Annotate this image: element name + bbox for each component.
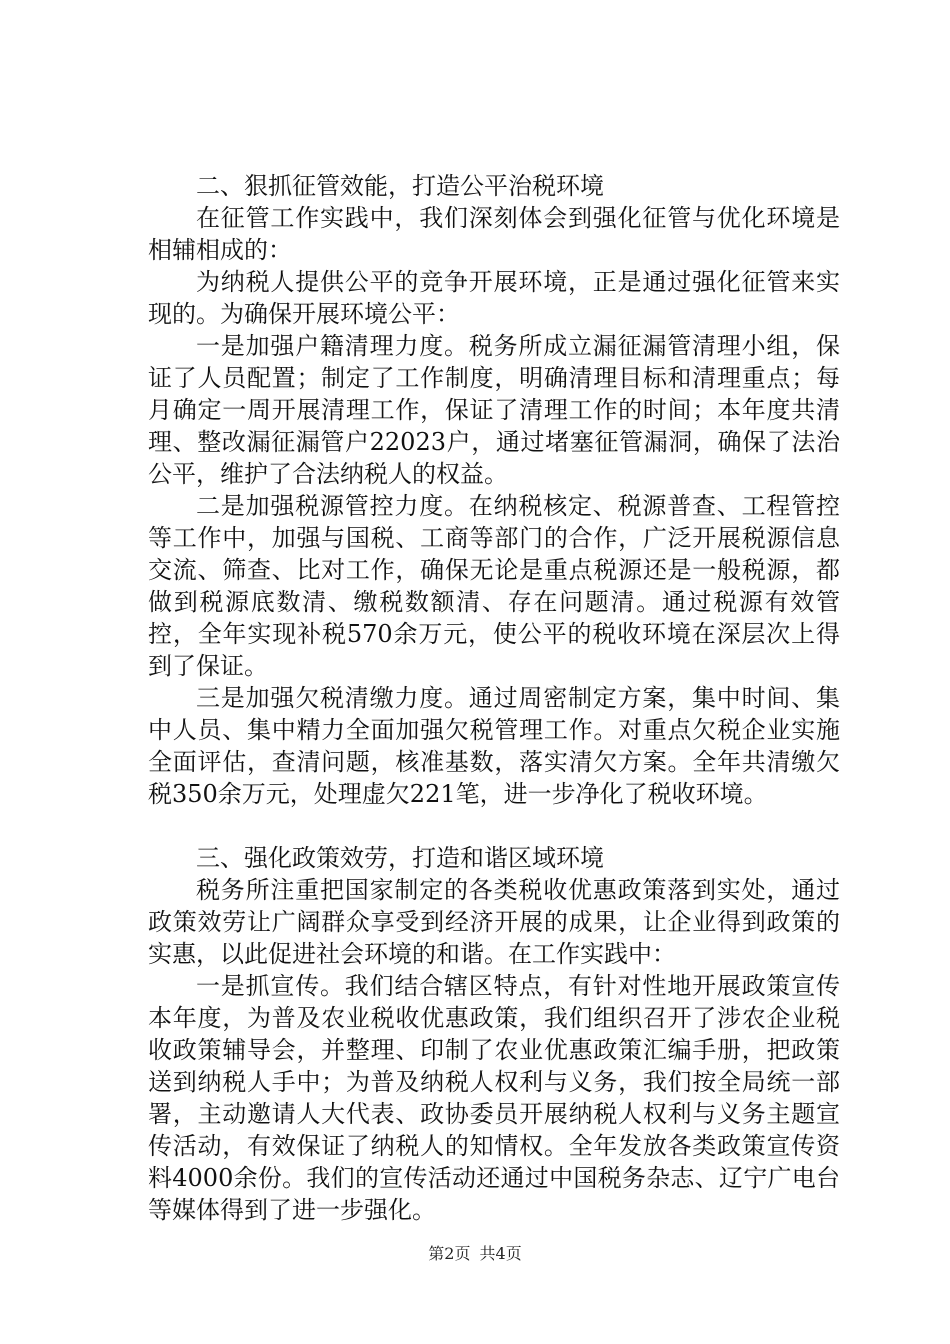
paragraph: 一是抓宣传。我们结合辖区特点，有针对性地开展政策宣传本年度，为普及农业税收优惠政策，我们组织召开了涉农企业税收政策辅导会，并整理、印制了农业优惠政策汇编手册，把政策送到纳税人手中；为普及纳税人权利与义务，我们按全局统一部署，主动邀请人大代表、政协委员开展纳税人权利与义务主题宣传活动，有效保证了纳税人的知情权。全年发放各类政策宣传资料4000余份。我们的宣传活动还通过中国税务杂志、辽宁广电台等媒体得到了进一步强化。 bbox=[148, 972, 840, 1224]
page-total: 共4页 bbox=[479, 1244, 522, 1263]
section-heading-2: 二、狠抓征管效能，打造公平治税环境 bbox=[196, 172, 604, 200]
page-number: 第2页 bbox=[428, 1244, 471, 1263]
document-body bbox=[148, 170, 840, 1226]
paragraph: 在征管工作实践中，我们深刻体会到强化征管与优化环境是相辅相成的： bbox=[148, 204, 840, 264]
paragraph: 一是加强户籍清理力度。税务所成立漏征漏管清理小组，保证了人员配置；制定了工作制度，明确清理目标和清理重点；每月确定一周开展清理工作，保证了清理工作的时间；本年度共清理、整改漏征漏管户22023户，通过堵塞征管漏洞，确保了法治公平，维护了合法纳税人的权益。 bbox=[148, 332, 840, 488]
page-footer bbox=[0, 1244, 950, 1264]
section-heading-3: 三、强化政策效劳，打造和谐区域环境 bbox=[196, 844, 604, 872]
paragraph: 二是加强税源管控力度。在纳税核定、税源普查、工程管控等工作中，加强与国税、工商等部门的合作，广泛开展税源信息交流、筛查、比对工作，确保无论是重点税源还是一般税源，都做到税源底数清、缴税数额清、存在问题清。通过税源有效管控，全年实现补税570余万元，使公平的税收环境在深层次上得到了保证。 bbox=[148, 492, 840, 680]
paragraph: 税务所注重把国家制定的各类税收优惠政策落到实处，通过政策效劳让广阔群众享受到经济开展的成果，让企业得到政策的实惠，以此促进社会环境的和谐。在工作实践中： bbox=[148, 876, 840, 968]
section-gap bbox=[148, 810, 840, 842]
paragraph: 三是加强欠税清缴力度。通过周密制定方案，集中时间、集中人员、集中精力全面加强欠税管理工作。对重点欠税企业实施全面评估，查清问题，核准基数，落实清欠方案。全年共清缴欠税350余万元，处理虚欠221笔，进一步净化了税收环境。 bbox=[148, 684, 840, 808]
paragraph: 为纳税人提供公平的竞争开展环境，正是通过强化征管来实现的。为确保开展环境公平： bbox=[148, 268, 840, 328]
